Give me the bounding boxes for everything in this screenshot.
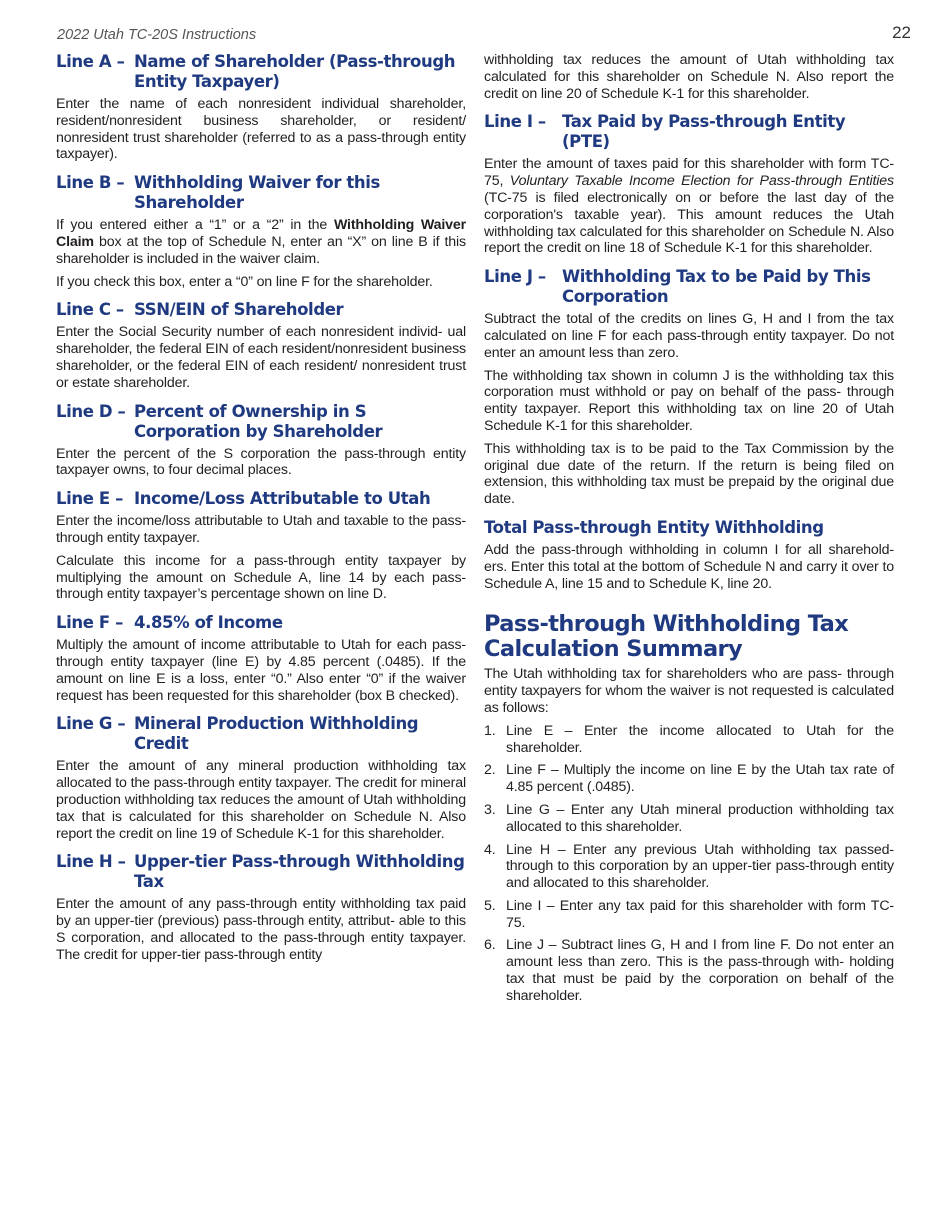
- line-b-heading: [56, 173, 466, 213]
- section-line-e: [56, 489, 466, 603]
- line-d-title: Percent of Ownership in S Corporation by Shareholder: [134, 401, 383, 441]
- line-i-text: [484, 156, 894, 257]
- line-a-heading: [56, 52, 466, 92]
- line-c-label: Line C –: [56, 300, 124, 320]
- line-e-label: Line E –: [56, 489, 123, 509]
- section-line-d: [56, 402, 466, 480]
- summary-item: [484, 762, 894, 796]
- summary-item-number: 6.: [484, 937, 496, 954]
- section-line-i: [484, 112, 894, 257]
- section-line-b: [56, 173, 466, 290]
- summary-item: [484, 802, 894, 836]
- line-i-text-2: (TC-75 is filed electronically on or before the last day of the corporation's taxable year). This amount reduces the Utah withholding tax calculated for this shareholder on Schedule N. Also report the credit on line 18 of Schedule K-1 for this shareholder.: [484, 189, 894, 257]
- line-c-text: Enter the Social Security number of each nonresident individ- ual shareholder, the federal EIN of each resident/nonresident business shareholder, or the federal EIN of each resident/ nonresident trust or estate shareholder.: [56, 324, 466, 391]
- summary-item-number: 1.: [484, 722, 496, 739]
- line-h-heading: [56, 852, 466, 892]
- summary-item-number: 2.: [484, 762, 496, 779]
- summary-item-text: Line J – Subtract lines G, H and I from line F. Do not enter an amount less than zero. This is the pass-through with- holding tax that must be paid by the corporation on behalf of the shareholder.: [506, 937, 894, 1004]
- line-e-text-1: Enter the income/loss attributable to Utah and taxable to the pass-through entity taxpayer.: [56, 513, 466, 546]
- line-b-text-2: box at the top of Schedule N, enter an “X” on line B if this shareholder is included in the waiver claim.: [56, 233, 466, 267]
- summary-item-number: 5.: [484, 897, 496, 914]
- line-g-label: Line G –: [56, 714, 126, 734]
- section-line-a: [56, 52, 466, 163]
- line-b-text: [56, 217, 466, 267]
- line-f-title: 4.85% of Income: [134, 613, 283, 633]
- line-f-text: Multiply the amount of income attributable to Utah for each pass-through entity taxpayer (line E) by 4.85 percent (.0485). If the amount on line E is a loss, enter “0.” Also enter “0” if the waiver request has been requested for this shareholder (box B checked).: [56, 637, 466, 704]
- summary-item-text: Line I – Enter any tax paid for this shareholder with form TC-75.: [506, 897, 894, 931]
- line-h-text: Enter the amount of any pass-through entity withholding tax paid by an upper-tier (previous) pass-through entity, attribut- able to this S corporation, and allocated to the pass-through entity taxpayer. The credit for upper-tier pass-through entity: [56, 896, 466, 963]
- line-i-label: Line I –: [484, 112, 546, 132]
- page-number: 22: [892, 23, 911, 42]
- line-e-text-2: Calculate this income for a pass-through entity taxpayer by multiplying the amount on Schedule A, line 14 by each pass- through entity taxpayer’s percentage shown on line D.: [56, 552, 466, 603]
- line-a-title: Name of Shareholder (Pass-through Entity Taxpayer): [134, 52, 456, 91]
- section-line-j: [484, 267, 894, 508]
- line-b-text-3: If you check this box, enter a “0” on line F for the shareholder.: [56, 273, 433, 290]
- summary-item-text: Line H – Enter any previous Utah withholding tax passed- through to this corporation by an upper-tier pass-through entity and allocated to this shareholder.: [506, 841, 894, 892]
- line-i-heading: [484, 112, 894, 152]
- line-i-italic: Voluntary Taxable Income Election for Pass-through Entities: [509, 173, 894, 190]
- line-b-title: Withholding Waiver for this Shareholder: [134, 173, 380, 213]
- line-g-title: Mineral Production Withholding Credit: [134, 714, 419, 754]
- line-h-title: Upper-tier Pass-through Withholding Tax: [134, 852, 465, 892]
- summary-title: Pass-through Withholding Tax Calculation Summary: [484, 611, 849, 663]
- line-e-title: Income/Loss Attributable to Utah: [134, 489, 431, 509]
- section-line-h: [56, 852, 466, 963]
- line-h-continued-text: withholding tax reduces the amount of Utah withholding tax calculated for this shareholder on Schedule N. Also report the credit on line 20 of Schedule K-1 for this shareholder.: [484, 52, 894, 102]
- line-i-text-1: Enter the amount of taxes paid for this shareholder with form TC-75,: [484, 156, 894, 190]
- summary-item-number: 4.: [484, 841, 496, 858]
- section-total: [484, 518, 894, 592]
- line-b-bold: Withholding Waiver Claim: [56, 217, 466, 250]
- line-f-label: Line F –: [56, 613, 123, 633]
- line-j-text-2: The withholding tax shown in column J is the withholding tax this corporation must withhold or pay on behalf of the pass- through entity taxpayer. Report this withholding tax on line 20 of Utah Schedule K-1 for this shareholder.: [484, 367, 894, 434]
- line-j-title: Withholding Tax to be Paid by This Corporation: [562, 267, 871, 307]
- line-i-title: Tax Paid by Pass-through Entity (PTE): [562, 112, 846, 152]
- summary-item: [484, 723, 894, 757]
- summary-item-text: Line G – Enter any Utah mineral production withholding tax allocated to this shareholder.: [506, 801, 894, 835]
- line-e-heading: [56, 489, 466, 509]
- summary-item: [484, 898, 894, 932]
- line-g-text: Enter the amount of any mineral production withholding tax allocated to the pass-through entity taxpayer. The credit for mineral production withholding tax reduces the amount of Utah withholding tax that is calculated for this shareholder on Schedule N. Also report the credit on line 19 of Schedule K-1 for this shareholder.: [56, 758, 466, 842]
- section-line-h-continued: [484, 52, 894, 102]
- line-j-text-1: Subtract the total of the credits on lines G, H and I from the tax calculated on line F for each pass-through entity taxpayer. Do not enter an amount less than zero.: [484, 311, 894, 361]
- section-line-f: [56, 613, 466, 704]
- summary-list: [484, 723, 894, 1005]
- summary-item-text: Line E – Enter the income allocated to Utah for the shareholder.: [506, 722, 894, 756]
- left-column: [56, 52, 466, 974]
- summary-intro: The Utah withholding tax for shareholders who are pass- through entity taxpayers for whom the waiver is not requested is calculated as follows:: [484, 666, 894, 716]
- section-summary: [484, 612, 894, 1004]
- line-a-label: Line A –: [56, 52, 125, 71]
- line-h-label: Line H –: [56, 852, 126, 872]
- line-j-text-3: This withholding tax is to be paid to the Tax Commission by the original due date of the return. If the return is being filed on extension, this withholding tax must be prepaid by the original due date.: [484, 440, 894, 508]
- line-j-heading: [484, 267, 894, 307]
- line-f-heading: [56, 613, 466, 633]
- line-c-title: SSN/EIN of Shareholder: [134, 300, 344, 320]
- summary-item-number: 3.: [484, 801, 496, 818]
- line-g-heading: [56, 714, 466, 754]
- total-title: Total Pass-through Entity Withholding: [484, 517, 824, 537]
- line-c-heading: [56, 300, 466, 320]
- section-line-g: [56, 714, 466, 842]
- line-d-label: Line D –: [56, 401, 126, 421]
- line-b-text-1: If you entered either a “1” or a “2” in the: [56, 217, 334, 234]
- line-j-label: Line J –: [484, 267, 546, 287]
- line-a-text: Enter the name of each nonresident individual shareholder, resident/nonresident business shareholder, or resident/ nonresident trust shareholder (referred to as a pass-through entity taxpayer).: [56, 96, 466, 163]
- summary-item: [484, 842, 894, 892]
- line-d-heading: [56, 402, 466, 442]
- running-header: 2022 Utah TC-20S Instructions: [57, 27, 257, 43]
- total-text: Add the pass-through withholding in column I for all sharehold- ers. Enter this total at the bottom of Schedule N and carry it over to Schedule A, line 15 and to Schedule K, line 20.: [484, 541, 894, 592]
- summary-item: [484, 937, 894, 1004]
- line-b-label: Line B –: [56, 173, 125, 193]
- line-d-text: Enter the percent of the S corporation the pass-through entity taxpayer owns, to four decimal places.: [56, 445, 466, 479]
- right-column: [484, 52, 894, 1015]
- summary-item-text: Line F – Multiply the income on line E by the Utah tax rate of 4.85 percent (.0485).: [506, 762, 894, 796]
- section-line-c: [56, 300, 466, 391]
